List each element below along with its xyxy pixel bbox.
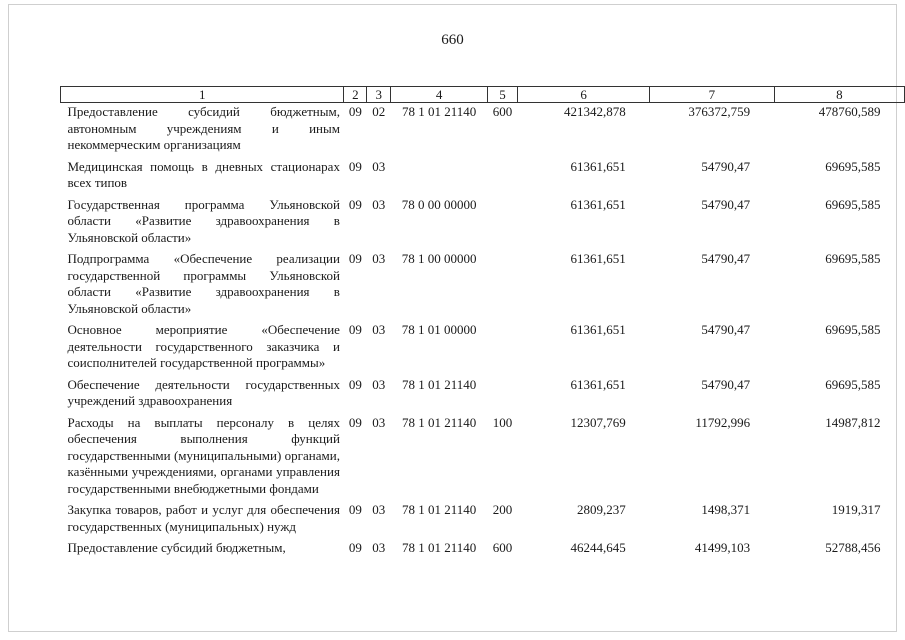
row-amount-3: 478760,589 bbox=[818, 104, 881, 119]
row-subsection: 03 bbox=[372, 322, 386, 337]
table-row bbox=[61, 414, 905, 502]
row-amount-1: 61361,651 bbox=[570, 196, 626, 212]
table-row bbox=[61, 103, 905, 158]
row-expense-type: 600 bbox=[492, 540, 513, 555]
row-name: Государственная программа Ульяновской области «Развитие здравоохранения в Ульяновской области» bbox=[67, 196, 340, 245]
row-amount-2: 54790,47 bbox=[701, 158, 751, 174]
row-amount-1: 12307,769 bbox=[570, 414, 626, 430]
row-amount-2: 54790,47 bbox=[701, 376, 751, 392]
table-row bbox=[61, 196, 905, 251]
row-amount-1: 61361,651 bbox=[570, 376, 626, 392]
row-expense-type bbox=[488, 158, 518, 196]
row-name: Расходы на выплаты персоналу в целях обеспечения выполнения функций государственными (муниципальными) органами, казёнными учреждениями, органами управления государственными внебюджетными фондами bbox=[67, 414, 340, 496]
row-target-article: 78 1 01 21140 bbox=[401, 540, 477, 555]
table-row bbox=[61, 250, 905, 321]
row-name: Медицинская помощь в дневных стационарах всех типов bbox=[67, 158, 340, 190]
row-target-article: 78 1 01 21140 bbox=[401, 376, 477, 392]
table-row bbox=[61, 321, 905, 376]
row-amount-3: 1919,317 bbox=[831, 502, 881, 517]
budget-table bbox=[60, 86, 905, 561]
col-header: 4 bbox=[391, 87, 488, 103]
row-target-article: 78 1 01 21140 bbox=[401, 502, 477, 517]
row-amount-1: 61361,651 bbox=[570, 322, 626, 337]
row-expense-type bbox=[488, 376, 518, 414]
row-subsection: 03 bbox=[372, 376, 386, 392]
col-header: 7 bbox=[650, 87, 774, 103]
row-expense-type bbox=[488, 196, 518, 251]
row-amount-2: 41499,103 bbox=[694, 540, 751, 555]
row-name: Обеспечение деятельности государственных учреждений здравоохранения bbox=[67, 376, 340, 408]
row-section: 09 bbox=[348, 251, 362, 266]
table-row bbox=[61, 539, 905, 561]
row-name: Предоставление субсидий бюджетным, автономным учреждениям и иным некоммерческим организациям bbox=[67, 104, 340, 152]
row-amount-1: 46244,645 bbox=[570, 540, 626, 555]
page-number: 660 bbox=[441, 32, 464, 48]
row-target-article: 78 1 00 00000 bbox=[401, 251, 477, 266]
row-expense-type: 600 bbox=[492, 104, 513, 119]
row-amount-3: 69695,585 bbox=[825, 251, 881, 266]
row-target-article: 78 1 01 21140 bbox=[401, 414, 477, 430]
row-section: 09 bbox=[348, 414, 362, 430]
row-section: 09 bbox=[348, 540, 362, 555]
header-row bbox=[61, 87, 905, 103]
row-amount-2: 376372,759 bbox=[688, 104, 751, 119]
col-header: 1 bbox=[61, 87, 344, 103]
row-amount-2: 11792,996 bbox=[695, 414, 751, 430]
row-target-article: 78 1 01 00000 bbox=[401, 322, 477, 337]
row-amount-2: 54790,47 bbox=[701, 322, 751, 337]
col-header: 2 bbox=[344, 87, 367, 103]
row-subsection: 03 bbox=[372, 540, 386, 555]
row-amount-3: 69695,585 bbox=[825, 322, 881, 337]
row-expense-type: 200 bbox=[492, 502, 513, 517]
row-amount-1: 421342,878 bbox=[563, 104, 626, 119]
row-target-article: 78 1 01 21140 bbox=[401, 104, 477, 119]
row-expense-type bbox=[488, 321, 518, 376]
row-expense-type bbox=[488, 250, 518, 321]
row-amount-3: 69695,585 bbox=[825, 376, 881, 392]
row-section: 09 bbox=[348, 502, 362, 517]
row-name: Закупка товаров, работ и услуг для обеспечения государственных (муниципальных) нужд bbox=[67, 502, 340, 534]
row-target-article bbox=[391, 158, 488, 196]
row-expense-type: 100 bbox=[492, 414, 513, 430]
row-amount-1: 61361,651 bbox=[570, 251, 626, 266]
row-amount-1: 61361,651 bbox=[570, 158, 626, 174]
row-subsection: 03 bbox=[372, 196, 386, 212]
row-amount-2: 54790,47 bbox=[701, 251, 751, 266]
row-subsection: 03 bbox=[372, 251, 386, 266]
row-section: 09 bbox=[348, 376, 362, 392]
row-amount-3: 69695,585 bbox=[825, 196, 881, 212]
row-subsection: 03 bbox=[372, 158, 386, 174]
row-section: 09 bbox=[348, 158, 362, 174]
col-header: 3 bbox=[367, 87, 391, 103]
row-name: Предоставление субсидий бюджетным, bbox=[67, 540, 286, 555]
col-header: 5 bbox=[488, 87, 518, 103]
row-section: 09 bbox=[348, 196, 362, 212]
row-subsection: 03 bbox=[372, 414, 386, 430]
row-section: 09 bbox=[348, 104, 362, 119]
row-subsection: 02 bbox=[372, 104, 386, 119]
row-amount-3: 14987,812 bbox=[825, 414, 881, 430]
row-section: 09 bbox=[348, 322, 362, 337]
row-amount-1: 2809,237 bbox=[576, 502, 626, 517]
row-target-article: 78 0 00 00000 bbox=[401, 196, 477, 212]
row-name: Основное мероприятие «Обеспечение деятельности государственного заказчика и соисполнителей государственной программы» bbox=[67, 322, 340, 370]
row-amount-2: 1498,371 bbox=[701, 502, 751, 517]
row-amount-2: 54790,47 bbox=[701, 196, 751, 212]
table-row bbox=[61, 376, 905, 414]
col-header: 8 bbox=[774, 87, 904, 103]
table-row bbox=[61, 501, 905, 539]
table-row bbox=[61, 158, 905, 196]
row-name: Подпрограмма «Обеспечение реализации государственной программы Ульяновской области «Развитие здравоохранения в Ульяновской области» bbox=[67, 251, 340, 316]
row-amount-3: 52788,456 bbox=[825, 540, 881, 555]
row-amount-3: 69695,585 bbox=[825, 158, 881, 174]
col-header: 6 bbox=[517, 87, 649, 103]
row-subsection: 03 bbox=[372, 502, 386, 517]
